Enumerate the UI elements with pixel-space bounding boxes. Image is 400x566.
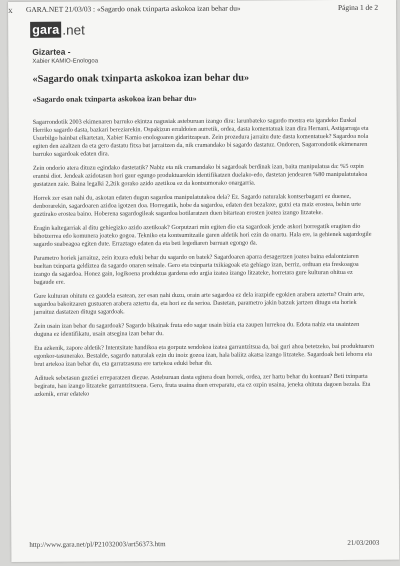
footer-date: 21/03/2003 [347,538,380,547]
paragraph: Eragin kaltegarriak al ditu gehiegizko azido azetikoak? Gorputzari min egiten dio eta sagardoak jende askori horregatik eragiten dio bihotzerrea edo komunera joateko gogoa. Tekniko eta kontsumitzaile garen aldetik hori ezin da onartu. Hala ere, ia gehienek sagardogile sagardo suabeagoa egiten dute. Erraztago edaten da eta beti legediaren barruan egongo da. [33,222,372,248]
paragraph: Horrek zer esan nahi du, askotan edaten dugun sagardoa manipulatutakoa dela? Ez. Sagardo naturalak kontserbagarri ez duenez, denborarekin, sagardoaren azidoa igotzen doa. Horregatik, hobe da sagardoa, edaten den bezalaxe, gutxi eta maiz erostea, behin urte guztirako erostea baino. Hoberena sagardogileak sagardoa botilaratzen duen bitartean erosten joatea izango litzateke. [33,192,361,218]
page-edge-mark: x [8,4,13,15]
article-title: «Sagardo onak txinparta askokoa izan behar du» [32,72,250,85]
paragraph: Adituek sebetasun guztiei erreparatzen diezue. Asteburuan dasta egitera doan horrek, ordea, zer hartu behar du kontuan? Beti txinparta begiratu, hau izango litzateke garrantzitsuena. Gero, fruta usaina duen erreparatu, eta ez ozpin usaina, jeneka ohituta dagoen bezala. Eta azkenik, errar edateko [34,372,371,398]
logo-box: gara [30,22,61,38]
section-label: Gizartea - [32,46,71,57]
print-footer [29,539,379,549]
logo-net: .net [62,22,85,38]
paragraph: Zein usain izan behar du sagardoak? Sagardo bikainak fruta edo sagar usain bizia eta zaupen lurrekoa du. Edota nahiz eta usaintzen duguna ez identifikatu, usain atsegina izan behar du. [33,320,360,338]
print-header [26,3,378,14]
paragraph: Sagarrondotik 2003 ekimenaren barruko ekintza nagusiak asteburuan izango dira: larunbateko sagardo mostra eta igandeko Euskal Herriko sagardo dasta, bazkari bereziarekin. Ospakizun erraldoien aurretik, ordea, dasta komentatuak izan dira Hernani, Astigarraga eta Usurbilgo hainbat elkartetan, Xabier Kamio enologoaren gidaritzapean. Zein prozedura jarraitu dute dasta komentatuek? Sagardoa nola egiten den azaltzen da eta gero dastatu fitxa bat jarraitzen da, nik cramandako bi sagardo dastatuz. Ondoren, Sagarrondotik ekimenaren barruko sagardoak edaten dira. [32,116,369,158]
print-header-page-number: Página 1 de 2 [337,2,379,12]
print-header-title: GARA.NET 21/03/03 : «Sagardo onak txinparta askokoa izan behar du» [26,3,241,14]
paragraph: Eta azkenik, zapore aldetik? Intentsitate handikoa eta gorputz sendokoa izatea garrantzitsua da, bai guri ahoa betetzeko, bai produktuaren egonkor-tasunerako. Bestalde, sagardo naturalak ezin du inoiz gozoa izan, hala baliitz akatsa izango litzateke. Sagardoak beti lehorra eta brut artekoa izan behar du, eta garratzasuna ere tartekoa eduki behar du. [34,342,374,368]
paragraph: Gure kulturan ohitutu ez gaudela esatean, zer esan nahi duzu, orain arte sagardoa ez dela irazpide egokien arabera aztertu? Orain arte, sagardoa bakoitzaren gustuaren arabera aztertu da, eta hori ez da serioa. Dastetan, parametro jakin batzuk jartzen ditugu eta horiek jarraituz dastatzen ditugu sagardoak. [33,290,365,316]
gara-net-logo [30,22,85,38]
printed-page [8,0,399,562]
article-body [33,117,375,405]
paragraph: Parametro horiek jarraituz, zein itxura eduki behar du sagardo on batek? Sagardoaren aparra desagertzen joatea baina edalontziaren bueltan txinparta geldiztea da sagardo onaren seinale. Gero eta txinparta txikiagoak eta gehiago izan, berriz, ordtuan eta freskoagoa izango da sagardoa. Honez gain, logikoena produktua gardena edo argia izatea izango litzateke, horretara gure kulturan ohitua ez bagaude ere. [33,252,359,286]
footer-url: http://www.gara.net/pl/P21032003/art56373.htm [29,540,166,549]
article-subtitle: «Sagardo onak txinparta askokoa izan behar du» [32,93,197,104]
author-line: Xabier KAMIO-Enologoa [32,58,99,65]
paragraph: Zein ondorio atera dituzu egindako dastetatik? Nabiz eta nik cramandako bi sagardoak berdinak izan, baita manipulatua da: %5 ozpin erantsi diot. Jendeak azidotasun hori gaur egungo produktuarekin identifikatzen duelako-edo, dastetan jendearen %80 manipulatutakoa gustatzen zaie. Baina legalki 2,2tik gorako azido azetikoa ez da kontsumorako onargarria. [32,162,368,188]
